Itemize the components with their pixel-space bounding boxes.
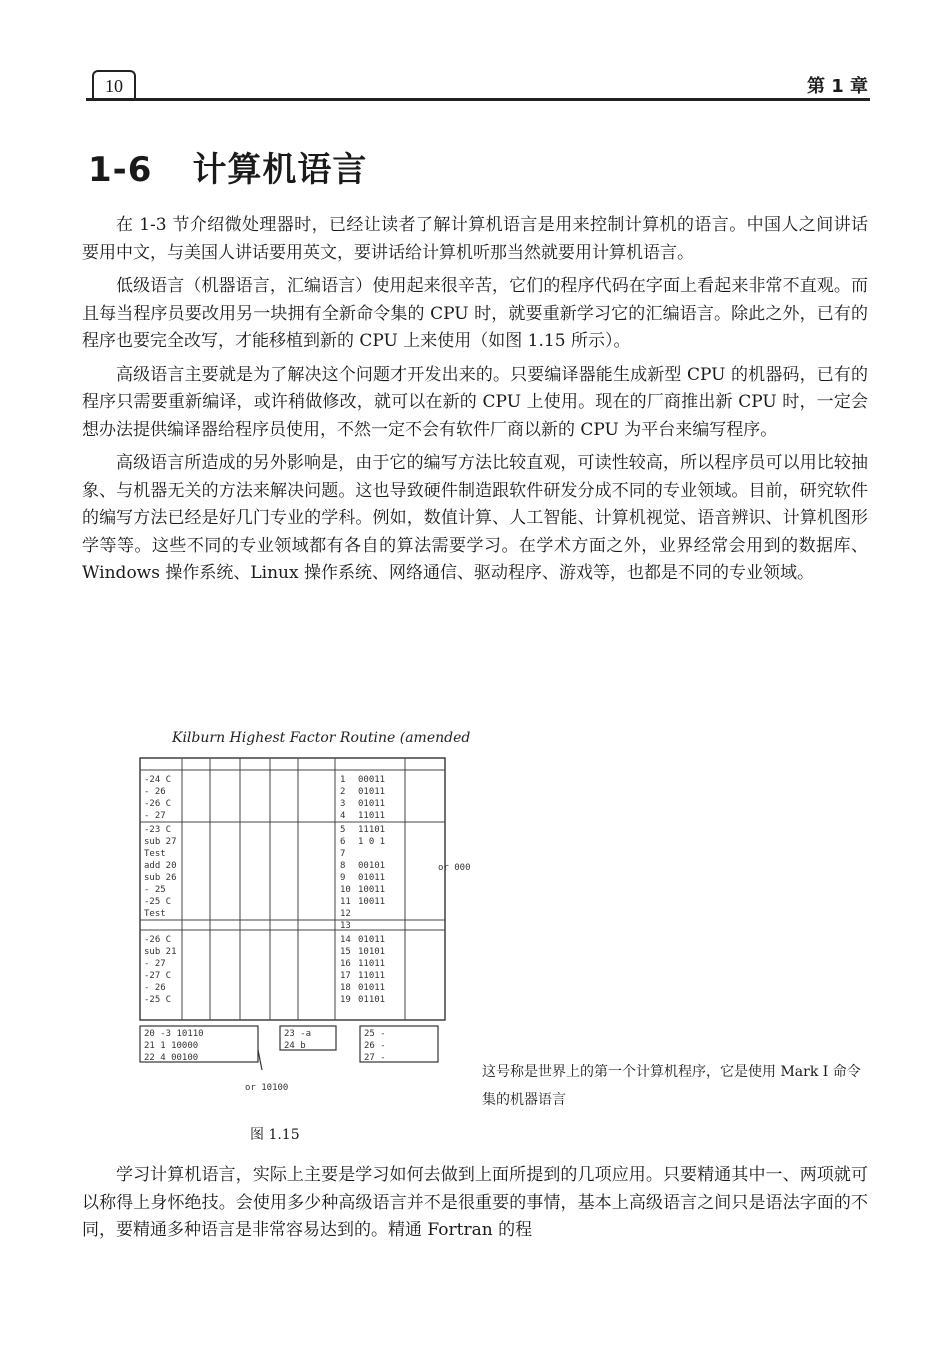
page-number: 10 xyxy=(92,70,136,100)
svg-text:-24 C: -24 C xyxy=(144,775,172,785)
svg-text:-26 C: -26 C xyxy=(144,799,172,809)
svg-text:-27 C: -27 C xyxy=(144,971,172,981)
svg-text:01011: 01011 xyxy=(358,787,386,797)
svg-text:10011: 10011 xyxy=(358,885,386,895)
svg-text:01101: 01101 xyxy=(358,995,386,1005)
svg-text:11011: 11011 xyxy=(358,959,386,969)
paragraph: 高级语言所造成的另外影响是，由于它的编写方法比较直观，可读性较高，所以程序员可以用比较抽象、与机器无关的方法来解决问题。这也导致硬件制造跟软件研发分成不同的专业领域。目前，研究软件的编写方法已经是好几门专业的学科。例如，数值计算、人工智能、计算机视觉、语音辨识、计算机图形学等等。这些不同的专业领域都有各自的算法需要学习。在学术方面之外，业界经常会用到的数据库、Windows 操作系统、Linux 操作系统、网络通信、驱动程序、游戏等，也都是不同的专业领域。 xyxy=(82,453,868,583)
svg-text:sub 26: sub 26 xyxy=(144,873,177,883)
paragraph: 高级语言主要就是为了解决这个问题才开发出来的。只要编译器能生成新型 CPU 的机器码，已有的程序只需要重新编译，或许稍做修改，就可以在新的 CPU 上使用。现在的厂商推出新 CPU 时，一定会想办法提供编译器给程序员使用，不然一定不会有软件厂商以新的 CPU 为平台来编写程序。 xyxy=(82,364,868,440)
svg-text:01011: 01011 xyxy=(358,799,386,809)
svg-text:16: 16 xyxy=(340,959,351,969)
svg-text:00011: 00011 xyxy=(358,775,386,785)
svg-text:12: 12 xyxy=(340,909,351,919)
svg-text:4: 4 xyxy=(340,811,346,821)
svg-text:13: 13 xyxy=(340,921,351,931)
body-text-bottom xyxy=(82,1162,868,1245)
section-number: 1-6 xyxy=(88,150,153,190)
svg-text:sub 27: sub 27 xyxy=(144,837,177,847)
svg-text:-26 C: -26 C xyxy=(144,935,172,945)
paragraph: 学习计算机语言，实际上主要是学习如何去做到上面所提到的几项应用。只要精通其中一、两项就可以称得上身怀绝技。会使用多少种高级语言并不是很重要的事情，基本上高级语言之间只是语法字面的不同，要精通多种语言是非常容易达到的。精通 Fortran 的程 xyxy=(82,1165,868,1240)
svg-text:- 25: - 25 xyxy=(144,885,166,895)
svg-text:24 b: 24 b xyxy=(284,1041,306,1051)
section-title xyxy=(88,142,367,191)
svg-text:- 27: - 27 xyxy=(144,959,166,969)
figure-number: 图 1.15 xyxy=(250,1127,300,1143)
svg-text:11011: 11011 xyxy=(358,811,386,821)
svg-text:2: 2 xyxy=(340,787,346,797)
svg-text:11101: 11101 xyxy=(358,825,386,835)
svg-text:17: 17 xyxy=(340,971,351,981)
svg-text:add 20: add 20 xyxy=(144,861,177,871)
svg-text:14: 14 xyxy=(340,935,351,945)
svg-text:or 000: or 000 xyxy=(438,863,470,873)
svg-text:01011: 01011 xyxy=(358,983,386,993)
svg-text:21 1 10000: 21 1 10000 xyxy=(144,1041,199,1051)
header-rule xyxy=(86,98,870,101)
svg-text:11: 11 xyxy=(340,897,351,907)
svg-text:20 -3 10110: 20 -3 10110 xyxy=(144,1029,204,1039)
svg-text:01011: 01011 xyxy=(358,935,386,945)
svg-text:3: 3 xyxy=(340,799,346,809)
svg-text:25 -: 25 - xyxy=(364,1029,386,1039)
svg-text:- 26: - 26 xyxy=(144,787,166,797)
svg-text:Test: Test xyxy=(144,909,166,919)
figure-caption: 这号称是世界上的第一个计算机程序，它是使用 Mark I 命令集的机器语言 xyxy=(482,1064,861,1108)
svg-text:-25 C: -25 C xyxy=(144,897,172,907)
svg-text:5: 5 xyxy=(340,825,346,835)
svg-text:01011: 01011 xyxy=(358,873,386,883)
svg-text:6: 6 xyxy=(340,837,346,847)
svg-text:27 -: 27 - xyxy=(364,1053,386,1063)
svg-text:1: 1 xyxy=(340,775,346,785)
svg-text:22 4 00100: 22 4 00100 xyxy=(144,1053,199,1063)
section-title-text: 计算机语言 xyxy=(192,150,368,190)
program-sheet-icon xyxy=(130,720,470,1100)
body-text-top xyxy=(82,212,868,588)
svg-text:9: 9 xyxy=(340,873,346,883)
svg-text:-25 C: -25 C xyxy=(144,995,172,1005)
svg-text:- 27: - 27 xyxy=(144,811,166,821)
svg-text:10011: 10011 xyxy=(358,897,386,907)
svg-text:00101: 00101 xyxy=(358,861,386,871)
svg-text:- 26: - 26 xyxy=(144,983,166,993)
svg-text:10: 10 xyxy=(340,885,351,895)
svg-text:26 -: 26 - xyxy=(364,1041,386,1051)
svg-text:10101: 10101 xyxy=(358,947,386,957)
svg-text:Test: Test xyxy=(144,849,166,859)
svg-text:or 10100: or 10100 xyxy=(245,1083,289,1093)
svg-text:-23 C: -23 C xyxy=(144,825,172,835)
svg-text:8: 8 xyxy=(340,861,346,871)
paragraph: 低级语言（机器语言，汇编语言）使用起来很辛苦，它们的程序代码在字面上看起来非常不直观。而且每当程序员要改用另一块拥有全新命令集的 CPU 时，就要重新学习它的汇编语言。除此之外，已有的程序也要完全改写，才能移植到新的 CPU 上来使用（如图 1.15 所示）。 xyxy=(82,276,868,351)
figure-handwritten-title: Kilburn Highest Factor Routine (amended) xyxy=(172,730,470,746)
svg-text:15: 15 xyxy=(340,947,351,957)
chapter-label: 第 1 章 xyxy=(806,76,868,97)
svg-text:7: 7 xyxy=(340,849,346,859)
handwritten-program-figure xyxy=(130,720,470,1100)
svg-text:1 0 1: 1 0 1 xyxy=(358,837,386,847)
paragraph: 在 1-3 节介绍微处理器时，已经让读者了解计算机语言是用来控制计算机的语言。中国人之间讲话要用中文，与美国人讲话要用英文，要讲话给计算机听那当然就要用计算机语言。 xyxy=(82,215,868,263)
svg-text:19: 19 xyxy=(340,995,351,1005)
svg-text:23 -a: 23 -a xyxy=(284,1029,312,1039)
svg-text:11011: 11011 xyxy=(358,971,386,981)
svg-text:sub 21: sub 21 xyxy=(144,947,177,957)
svg-text:18: 18 xyxy=(340,983,351,993)
